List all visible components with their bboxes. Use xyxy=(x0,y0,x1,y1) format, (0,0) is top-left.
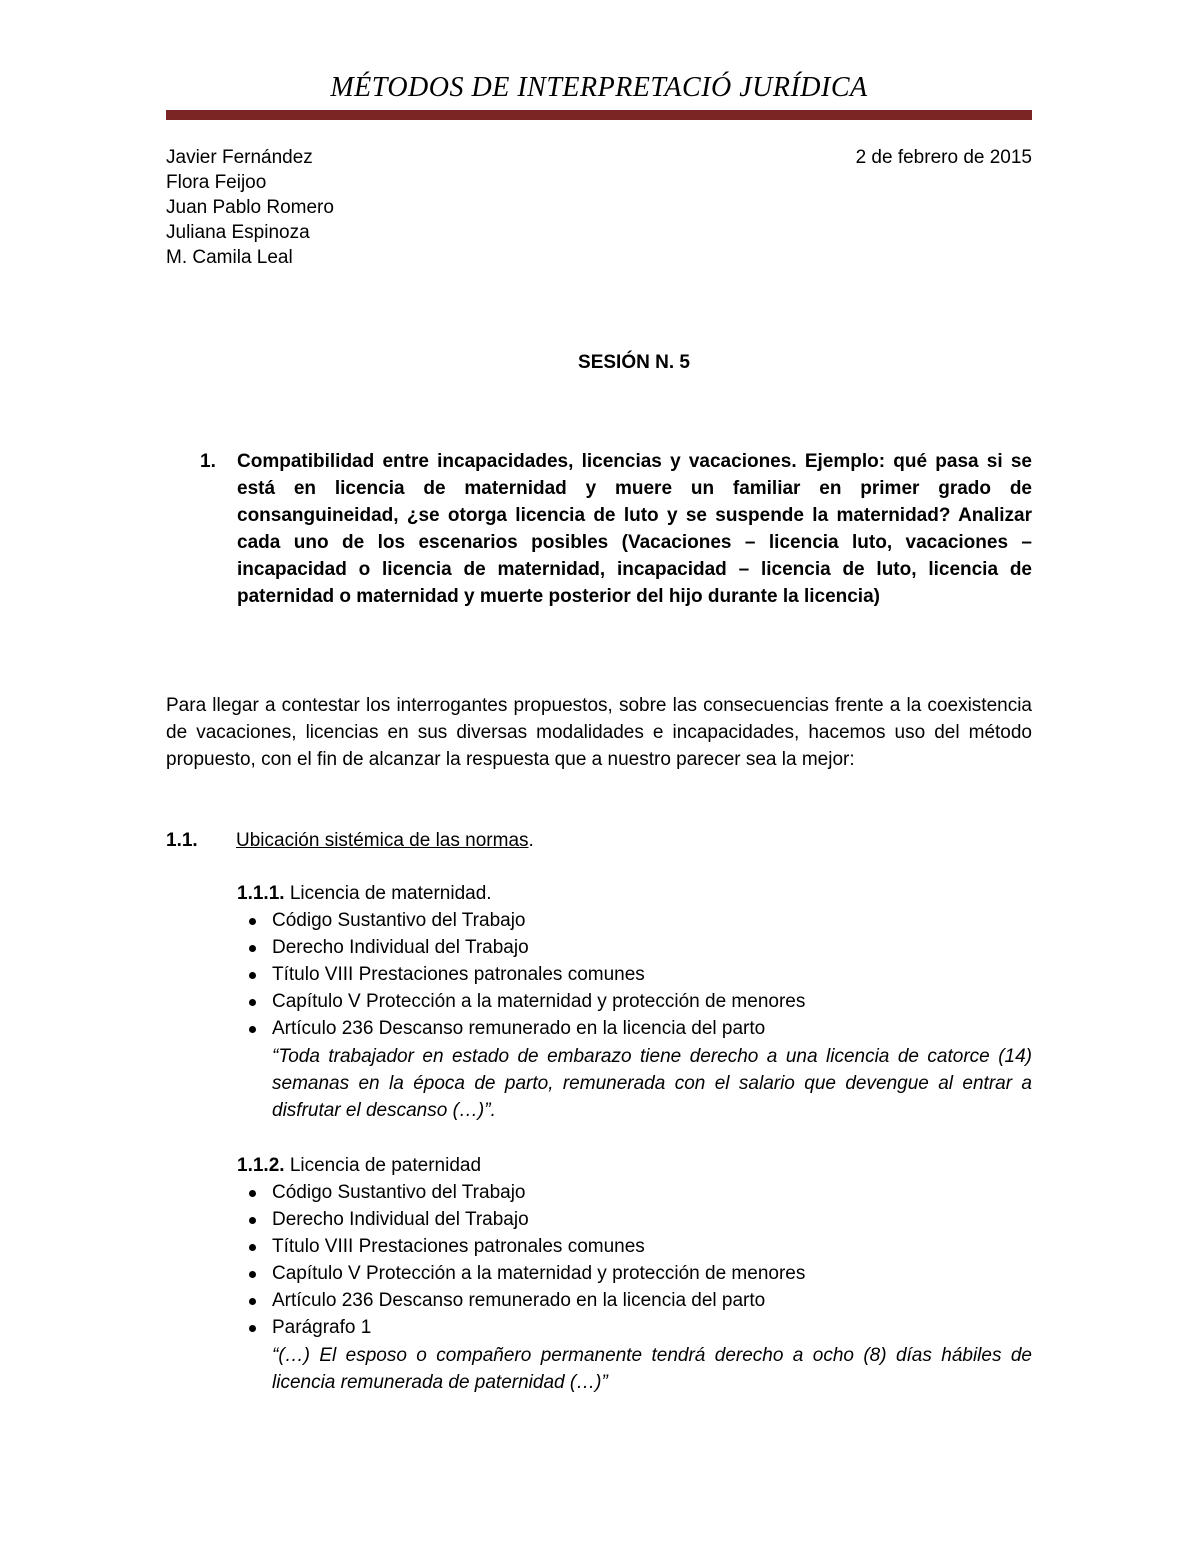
list-item-text: Capítulo V Protección a la maternidad y protección de menores xyxy=(272,991,806,1012)
list-item xyxy=(237,1206,1032,1233)
list-item xyxy=(237,1260,1032,1287)
bullet-icon xyxy=(249,1217,256,1224)
bullet-icon xyxy=(249,1244,256,1251)
list-item xyxy=(237,1233,1032,1260)
question-number: 1. xyxy=(200,451,216,472)
paternity-quote: “(…) El esposo o compañero permanente tendrá derecho a ocho (8) días hábiles de licencia remunerada de paternidad (…)” xyxy=(272,1345,1032,1393)
list-item-text: Artículo 236 Descanso remunerado en la licencia del parto xyxy=(272,1290,766,1311)
list-item xyxy=(237,934,1032,961)
list-item xyxy=(237,1015,1032,1042)
list-item-text: Código Sustantivo del Trabajo xyxy=(272,1182,526,1203)
list-item-text: Derecho Individual del Trabajo xyxy=(272,937,529,958)
maternity-bullet-list xyxy=(237,907,1032,1042)
author-name: Juliana Espinoza xyxy=(166,222,310,243)
subsection-heading-paternity xyxy=(237,1152,481,1179)
subsection-number: 1.1.1. xyxy=(237,883,285,904)
bullet-icon xyxy=(249,1325,256,1332)
bullet-icon xyxy=(249,1026,256,1033)
bullet-icon xyxy=(249,972,256,979)
question-item xyxy=(200,448,1032,610)
document-date: 2 de febrero de 2015 xyxy=(855,147,1032,168)
section-heading xyxy=(166,827,534,854)
list-item xyxy=(237,907,1032,934)
subsection-label: Licencia de maternidad. xyxy=(284,883,492,904)
list-item xyxy=(237,988,1032,1015)
bullet-icon xyxy=(249,945,256,952)
list-item-text: Código Sustantivo del Trabajo xyxy=(272,910,526,931)
paternity-bullet-list xyxy=(237,1179,1032,1341)
list-item-text: Derecho Individual del Trabajo xyxy=(272,1209,529,1230)
list-item-text: Título VIII Prestaciones patronales comunes xyxy=(272,964,645,985)
list-item-text: Título VIII Prestaciones patronales comunes xyxy=(272,1236,645,1257)
section-number: 1.1. xyxy=(166,830,198,851)
list-item xyxy=(237,1179,1032,1206)
list-item xyxy=(237,1314,1032,1341)
session-heading: SESIÓN N. 5 xyxy=(578,352,690,373)
list-item xyxy=(237,961,1032,988)
question-text: Compatibilidad entre incapacidades, licencias y vacaciones. Ejemplo: qué pasa si se está en licencia de maternidad y muere un familiar en primer grado de consanguineidad, ¿se otorga licencia de luto y se suspende la maternidad? Analizar cada uno de los escenarios posibles (Vacaciones – licencia luto, vacaciones – incapacidad o licencia de maternidad, incapacidad – licencia de luto, licencia de paternidad o maternidad y muerte posterior del hijo durante la licencia) xyxy=(237,451,1032,607)
bullet-icon xyxy=(249,1298,256,1305)
subsection-label: Licencia de paternidad xyxy=(284,1155,482,1176)
list-item-text: Artículo 236 Descanso remunerado en la licencia del parto xyxy=(272,1018,766,1039)
bullet-icon xyxy=(249,918,256,925)
list-item-text: Capítulo V Protección a la maternidad y protección de menores xyxy=(272,1263,806,1284)
list-item-text: Parágrafo 1 xyxy=(272,1317,372,1338)
intro-paragraph: Para llegar a contestar los interrogantes propuestos, sobre las consecuencias frente a la coexistencia de vacaciones, licencias en sus diversas modalidades e incapacidades, hacemos uso del método propuesto, con el fin de alcanzar la respuesta que a nuestro parecer sea la mejor: xyxy=(166,695,1032,770)
subsection-heading-maternity xyxy=(237,880,492,907)
section-label: Ubicación sistémica de las normas xyxy=(236,830,529,851)
maternity-quote: “Toda trabajador en estado de embarazo tiene derecho a una licencia de catorce (14) semanas en la época de parto, remunerada con el salario que devengue al entrar a disfrutar el descanso (…)”. xyxy=(272,1046,1032,1121)
bullet-icon xyxy=(249,1190,256,1197)
list-item xyxy=(237,1287,1032,1314)
author-name: Flora Feijoo xyxy=(166,172,267,193)
bullet-icon xyxy=(249,999,256,1006)
author-name: M. Camila Leal xyxy=(166,247,293,268)
title-rule xyxy=(166,110,1032,120)
document-title: MÉTODOS DE INTERPRETACIÓ JURÍDICA xyxy=(330,72,868,103)
author-list xyxy=(166,145,334,270)
section-suffix: . xyxy=(528,830,534,851)
bullet-icon xyxy=(249,1271,256,1278)
subsection-number: 1.1.2. xyxy=(237,1155,285,1176)
author-name: Juan Pablo Romero xyxy=(166,197,334,218)
author-name: Javier Fernández xyxy=(166,147,313,168)
